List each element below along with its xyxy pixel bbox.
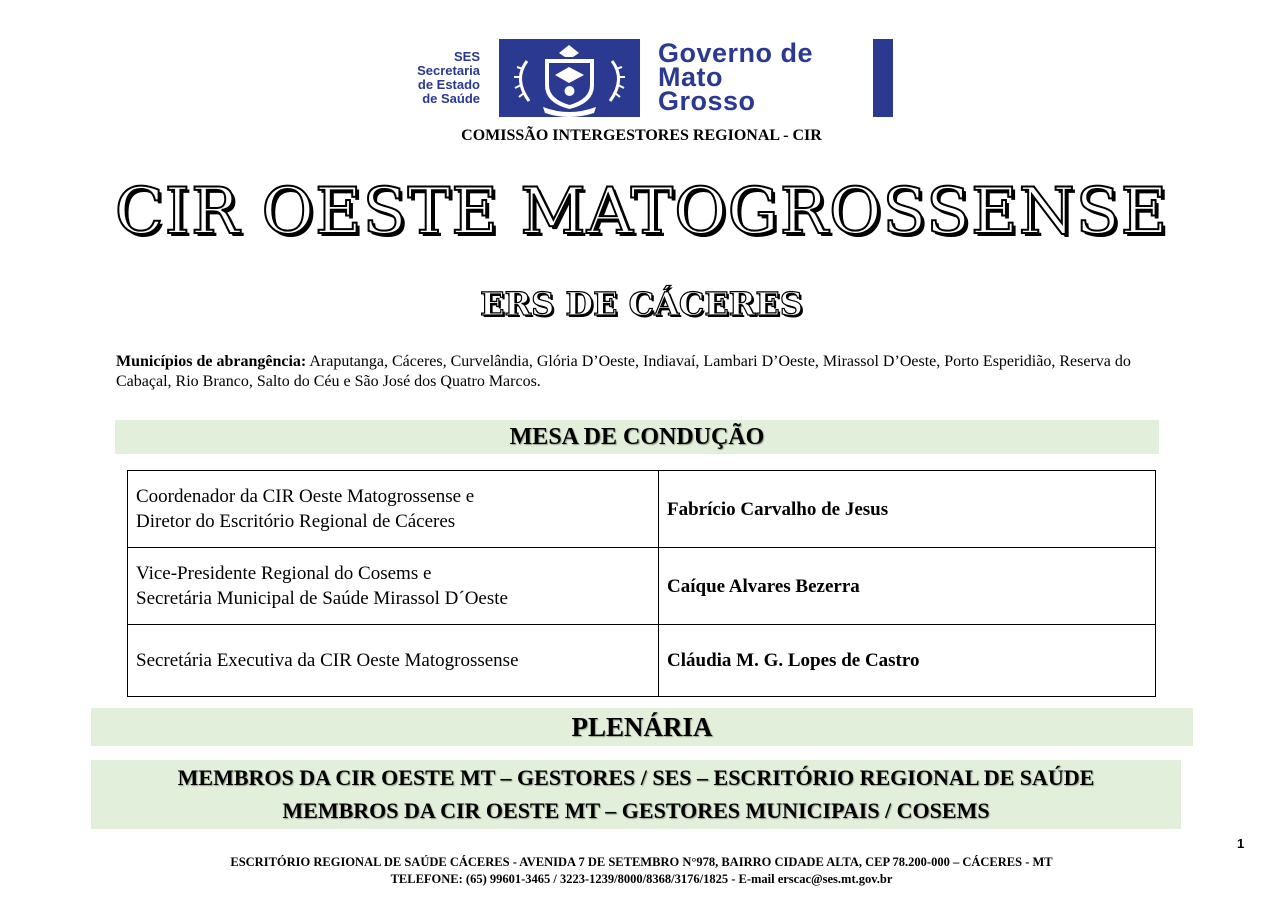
footer-address: ESCRITÓRIO REGIONAL DE SAÚDE CÁCERES - AVENIDA 7 DE SETEMBRO N°978, BAIRRO CIDADE ALTA, CEP 78.200-000 – CÁCERES - MT: [230, 855, 1053, 869]
footer-contact: TELEFONE: (65) 99601-3465 / 3223-1239/8000/8368/3176/1825 - E-mail erscac@ses.mt.gov.br: [390, 872, 893, 886]
name-cell: Fabrício Carvalho de Jesus: [659, 471, 1156, 548]
gov-line: Grosso: [658, 86, 756, 116]
footer: [0, 854, 1273, 888]
role-line: Diretor do Escritório Regional de Cáceres: [136, 511, 456, 532]
mesa-table: [127, 470, 1156, 697]
name-cell: Cláudia M. G. Lopes de Castro: [659, 625, 1156, 697]
role-cell: [128, 548, 659, 625]
table-row: [128, 625, 1156, 697]
coat-of-arms-icon: [499, 39, 640, 117]
ses-line: SES: [453, 49, 480, 64]
role-line: Coordenador da CIR Oeste Matogrossense e: [136, 486, 475, 507]
municipios-label: Municípios de abrangência:: [116, 353, 307, 370]
page-title: CIR OESTE MATOGROSSENSE: [114, 175, 1169, 249]
ses-logo-text: [380, 50, 480, 106]
table-row: [128, 471, 1156, 548]
plenaria-heading: PLENÁRIA: [91, 708, 1193, 746]
page-number: 1: [1237, 836, 1245, 851]
role-cell: [128, 471, 659, 548]
gov-line: Governo de: [658, 38, 814, 68]
role-line: Secretária Municipal de Saúde Mirassol D´Oeste: [136, 588, 508, 609]
membros-block: [91, 760, 1181, 829]
ses-line: de Estado: [417, 77, 480, 92]
commission-heading: COMISSÃO INTERGESTORES REGIONAL - CIR: [461, 127, 822, 144]
role-line: Vice-Presidente Regional do Cosems e: [136, 563, 432, 584]
governo-logo-text: [658, 38, 814, 116]
ses-line: Secretaria: [417, 63, 480, 78]
municipios-list: Araputanga, Cáceres, Curvelândia, Glória D’Oeste, Indiavaí, Lambari D’Oeste, Mirassol D’Oeste, Porto Esperidião, Reserva do Cabaçal, Rio Branco, Salto do Céu e São José dos Quatro Marcos.: [116, 353, 1131, 390]
table-row: [128, 548, 1156, 625]
mesa-heading: MESA DE CONDUÇÃO: [115, 420, 1159, 454]
page-subtitle: ERS DE CÁCERES: [480, 285, 803, 323]
membros-line: MEMBROS DA CIR OESTE MT – GESTORES MUNICIPAIS / COSEMS: [282, 798, 990, 823]
logo-bar: [873, 39, 893, 117]
name-cell: Caíque Alvares Bezerra: [659, 548, 1156, 625]
role-line: Secretária Executiva da CIR Oeste Matogrossense: [136, 650, 519, 671]
ses-line: de Saúde: [422, 91, 480, 106]
membros-line: MEMBROS DA CIR OESTE MT – GESTORES / SES – ESCRITÓRIO REGIONAL DE SAÚDE: [177, 765, 1095, 790]
gov-line: Mato: [658, 62, 723, 92]
role-cell: [128, 625, 659, 697]
municipios-paragraph: [116, 352, 1166, 392]
